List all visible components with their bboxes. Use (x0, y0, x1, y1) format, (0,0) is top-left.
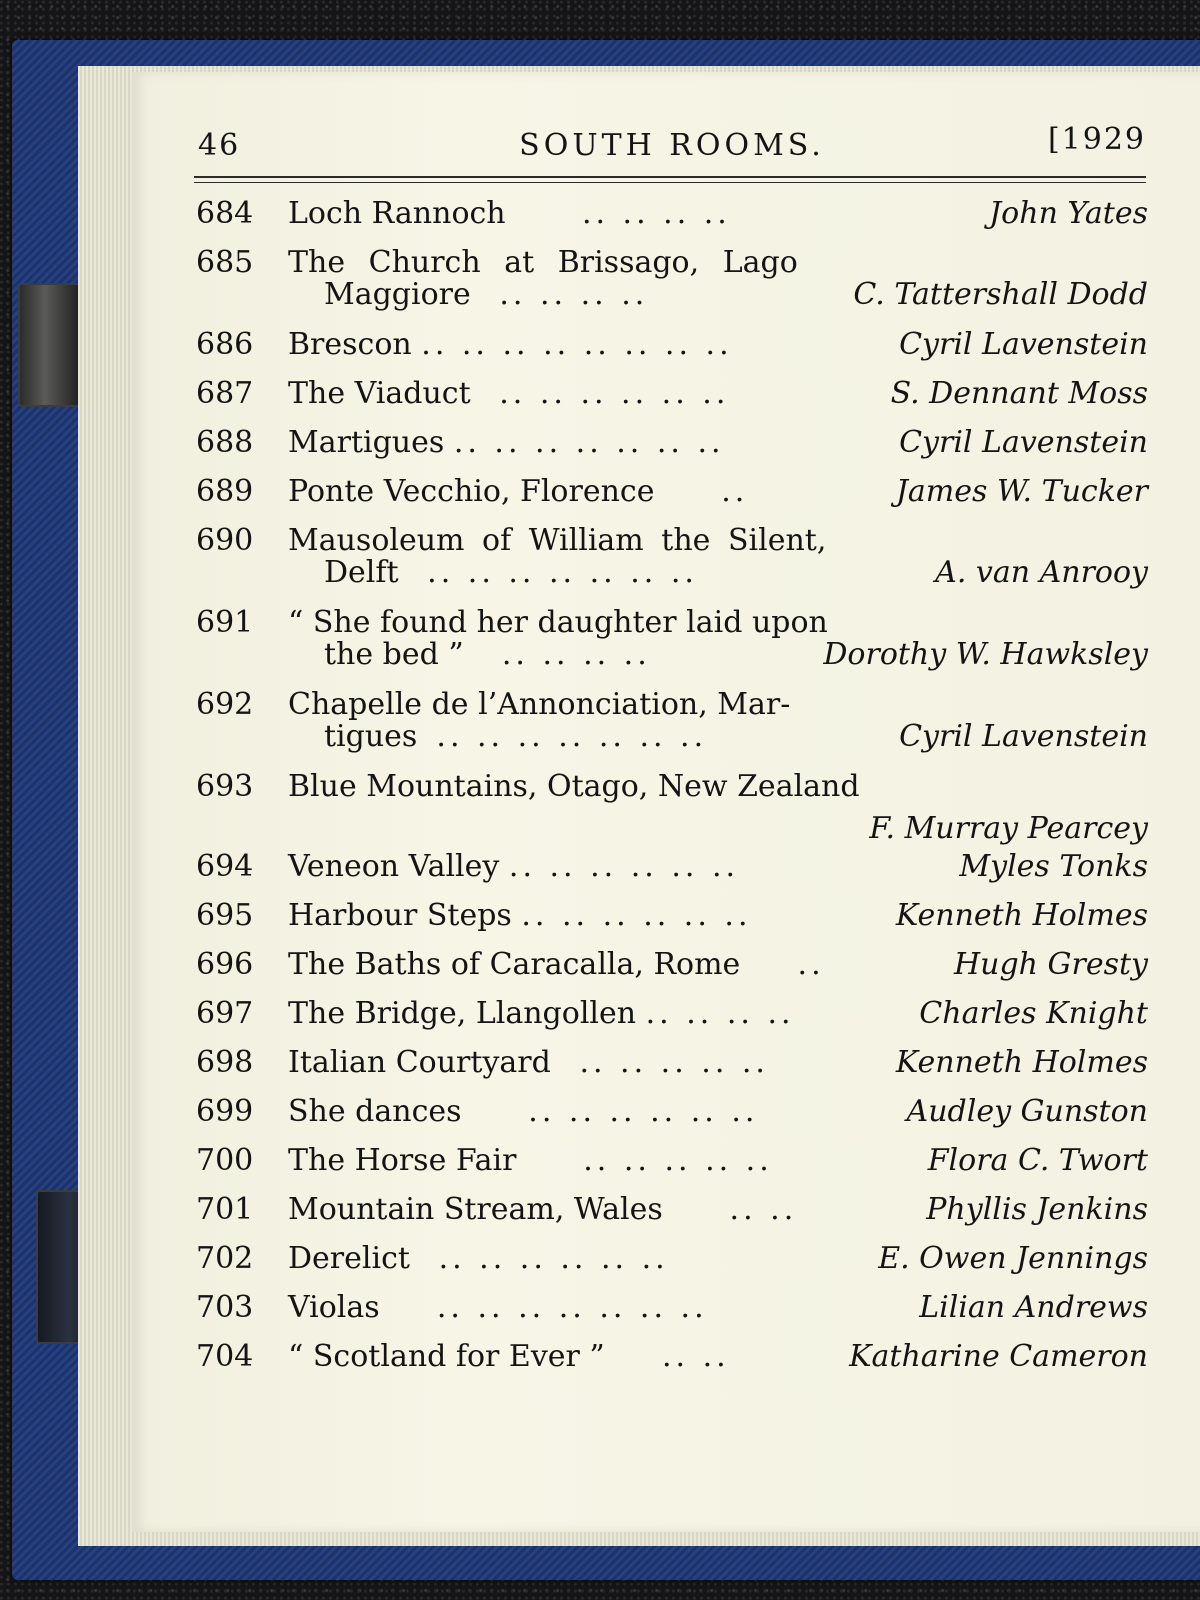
entry-artist: C. Tattershall Dodd (853, 277, 1148, 312)
entry-number: 698 (196, 1045, 254, 1080)
entry-number: 702 (196, 1241, 254, 1276)
entry-artist: James W. Tucker (895, 474, 1148, 509)
entry-artist: Flora C. Twort (927, 1143, 1148, 1178)
leader-dots: .. .. (729, 1192, 798, 1227)
catalogue-entry (194, 605, 1148, 687)
entry-artist: F. Murray Pearcey (869, 811, 1148, 846)
entry-number: 693 (196, 769, 254, 804)
page-number: 46 (198, 128, 241, 163)
entry-title: The Church at Brissago, Lago (288, 245, 798, 280)
entry-title: Veneon Valley .. .. .. .. .. .. (288, 849, 740, 884)
catalogue-entry (194, 1241, 1148, 1290)
leader-dots: .. .. .. .. .. (583, 1143, 773, 1178)
entry-artist: Charles Knight (919, 996, 1148, 1031)
leader-dots: .. .. .. .. .. .. .. (436, 719, 708, 754)
entry-artist: John Yates (989, 196, 1148, 231)
leader-dots: .. .. .. .. .. .. .. (436, 1290, 708, 1325)
entry-artist: Kenneth Holmes (895, 1045, 1148, 1080)
entry-title: Violas .. .. .. .. .. .. .. (288, 1290, 708, 1325)
leader-dots: .. .. .. .. (581, 196, 731, 231)
catalogue-entry (194, 327, 1148, 376)
entry-title: Italian Courtyard .. .. .. .. .. (288, 1045, 769, 1080)
catalogue-entry (194, 474, 1148, 523)
entry-title: “ She found her daughter laid upon (288, 605, 828, 640)
running-title: SOUTH ROOMS. (519, 128, 825, 163)
catalogue-list (194, 196, 1148, 1388)
catalogue-entry (194, 376, 1148, 425)
entry-number: 690 (196, 523, 254, 558)
leader-dots: .. .. .. .. .. .. .. .. (421, 327, 733, 362)
entry-number: 694 (196, 849, 254, 884)
entry-title-continued: Delft .. .. .. .. .. .. .. (324, 555, 698, 590)
entry-number: 692 (196, 687, 254, 722)
entry-number: 700 (196, 1143, 254, 1178)
entry-artist: Phyllis Jenkins (926, 1192, 1148, 1227)
entry-artist: Myles Tonks (959, 849, 1148, 884)
catalogue-entry (194, 245, 1148, 327)
entry-title: The Baths of Caracalla, Rome .. (288, 947, 825, 982)
catalogue-page (132, 72, 1200, 1532)
entry-artist: Hugh Gresty (953, 947, 1148, 982)
entry-title: Brescon .. .. .. .. .. .. .. .. (288, 327, 733, 362)
leader-dots: .. .. .. .. .. .. .. (427, 555, 698, 590)
entry-title: Ponte Vecchio, Florence .. (288, 474, 749, 509)
catalogue-entry (194, 1192, 1148, 1241)
entry-title: “ Scotland for Ever ” .. .. (288, 1339, 730, 1374)
entry-artist: E. Owen Jennings (878, 1241, 1148, 1276)
entry-number: 696 (196, 947, 254, 982)
entry-number: 684 (196, 196, 254, 231)
entry-title: Mountain Stream, Wales .. .. (288, 1192, 798, 1227)
entry-artist: Dorothy W. Hawksley (823, 637, 1148, 672)
page-header (198, 122, 1146, 172)
entry-number: 691 (196, 605, 254, 640)
year-bracket: [1929 (1047, 122, 1146, 157)
entry-number: 699 (196, 1094, 254, 1129)
leader-dots: .. .. .. .. .. .. (438, 1241, 669, 1276)
leader-dots: .. (797, 947, 825, 982)
entry-artist: Katharine Cameron (849, 1339, 1148, 1374)
entry-artist: Audley Gunston (906, 1094, 1148, 1129)
leader-dots: .. .. .. .. (499, 277, 649, 312)
entry-number: 697 (196, 996, 254, 1031)
header-rule-thick (194, 176, 1146, 178)
entry-title: Harbour Steps .. .. .. .. .. .. (288, 898, 752, 933)
leader-dots: .. .. .. .. (501, 637, 651, 672)
leader-dots: .. .. .. .. .. (579, 1045, 769, 1080)
catalogue-entry (194, 1143, 1148, 1192)
catalogue-entry (194, 425, 1148, 474)
catalogue-entry (194, 1290, 1148, 1339)
entry-title-continued: Maggiore .. .. .. .. (324, 277, 649, 312)
leader-dots: .. .. .. .. .. .. .. (453, 425, 725, 460)
entry-title: Mausoleum of William the Silent, (288, 523, 827, 558)
leader-dots: .. .. .. .. .. .. (508, 849, 740, 884)
entry-title: Chapelle de l’Annonciation, Mar- (288, 687, 791, 722)
entry-title-continued: tigues .. .. .. .. .. .. .. (324, 719, 708, 754)
entry-title-continued: the bed ” .. .. .. .. (324, 637, 651, 672)
leader-dots: .. .. .. .. (645, 996, 795, 1031)
entry-artist: Cyril Lavenstein (899, 327, 1148, 362)
entry-number: 704 (196, 1339, 254, 1374)
catalogue-entry (194, 996, 1148, 1045)
catalogue-entry (194, 1045, 1148, 1094)
catalogue-entry (194, 687, 1148, 769)
entry-number: 685 (196, 245, 254, 280)
catalogue-entry (194, 1339, 1148, 1388)
catalogue-entry (194, 196, 1148, 245)
leader-dots: .. .. (661, 1339, 730, 1374)
entry-title: The Viaduct .. .. .. .. .. .. (288, 376, 730, 411)
entry-title: Martigues .. .. .. .. .. .. .. (288, 425, 725, 460)
entry-artist: Cyril Lavenstein (899, 719, 1148, 754)
header-rule-thin (194, 182, 1146, 183)
entry-title: She dances .. .. .. .. .. .. (288, 1094, 759, 1129)
entry-title: Blue Mountains, Otago, New Zealand (288, 769, 860, 804)
entry-number: 703 (196, 1290, 254, 1325)
entry-number: 686 (196, 327, 254, 362)
entry-title: The Bridge, Llangollen .. .. .. .. (288, 996, 795, 1031)
entry-number: 689 (196, 474, 254, 509)
leader-dots: .. (721, 474, 749, 509)
entry-number: 695 (196, 898, 254, 933)
entry-artist: Cyril Lavenstein (899, 425, 1148, 460)
binding-clasp-top (18, 283, 84, 407)
entry-title: Loch Rannoch .. .. .. .. (288, 196, 731, 231)
catalogue-entry (194, 898, 1148, 947)
catalogue-entry (194, 523, 1148, 605)
catalogue-entry (194, 769, 1148, 849)
leader-dots: .. .. .. .. .. .. (528, 1094, 759, 1129)
entry-artist: S. Dennant Moss (890, 376, 1148, 411)
entry-artist: Kenneth Holmes (895, 898, 1148, 933)
leader-dots: .. .. .. .. .. .. (499, 376, 730, 411)
catalogue-entry (194, 849, 1148, 898)
entry-number: 688 (196, 425, 254, 460)
leader-dots: .. .. .. .. .. .. (521, 898, 752, 933)
entry-artist: Lilian Andrews (919, 1290, 1148, 1325)
catalogue-entry (194, 947, 1148, 996)
entry-number: 687 (196, 376, 254, 411)
entry-artist: A. van Anrooy (935, 555, 1148, 590)
entry-title: The Horse Fair .. .. .. .. .. (288, 1143, 773, 1178)
entry-title: Derelict .. .. .. .. .. .. (288, 1241, 669, 1276)
entry-number: 701 (196, 1192, 254, 1227)
catalogue-entry (194, 1094, 1148, 1143)
